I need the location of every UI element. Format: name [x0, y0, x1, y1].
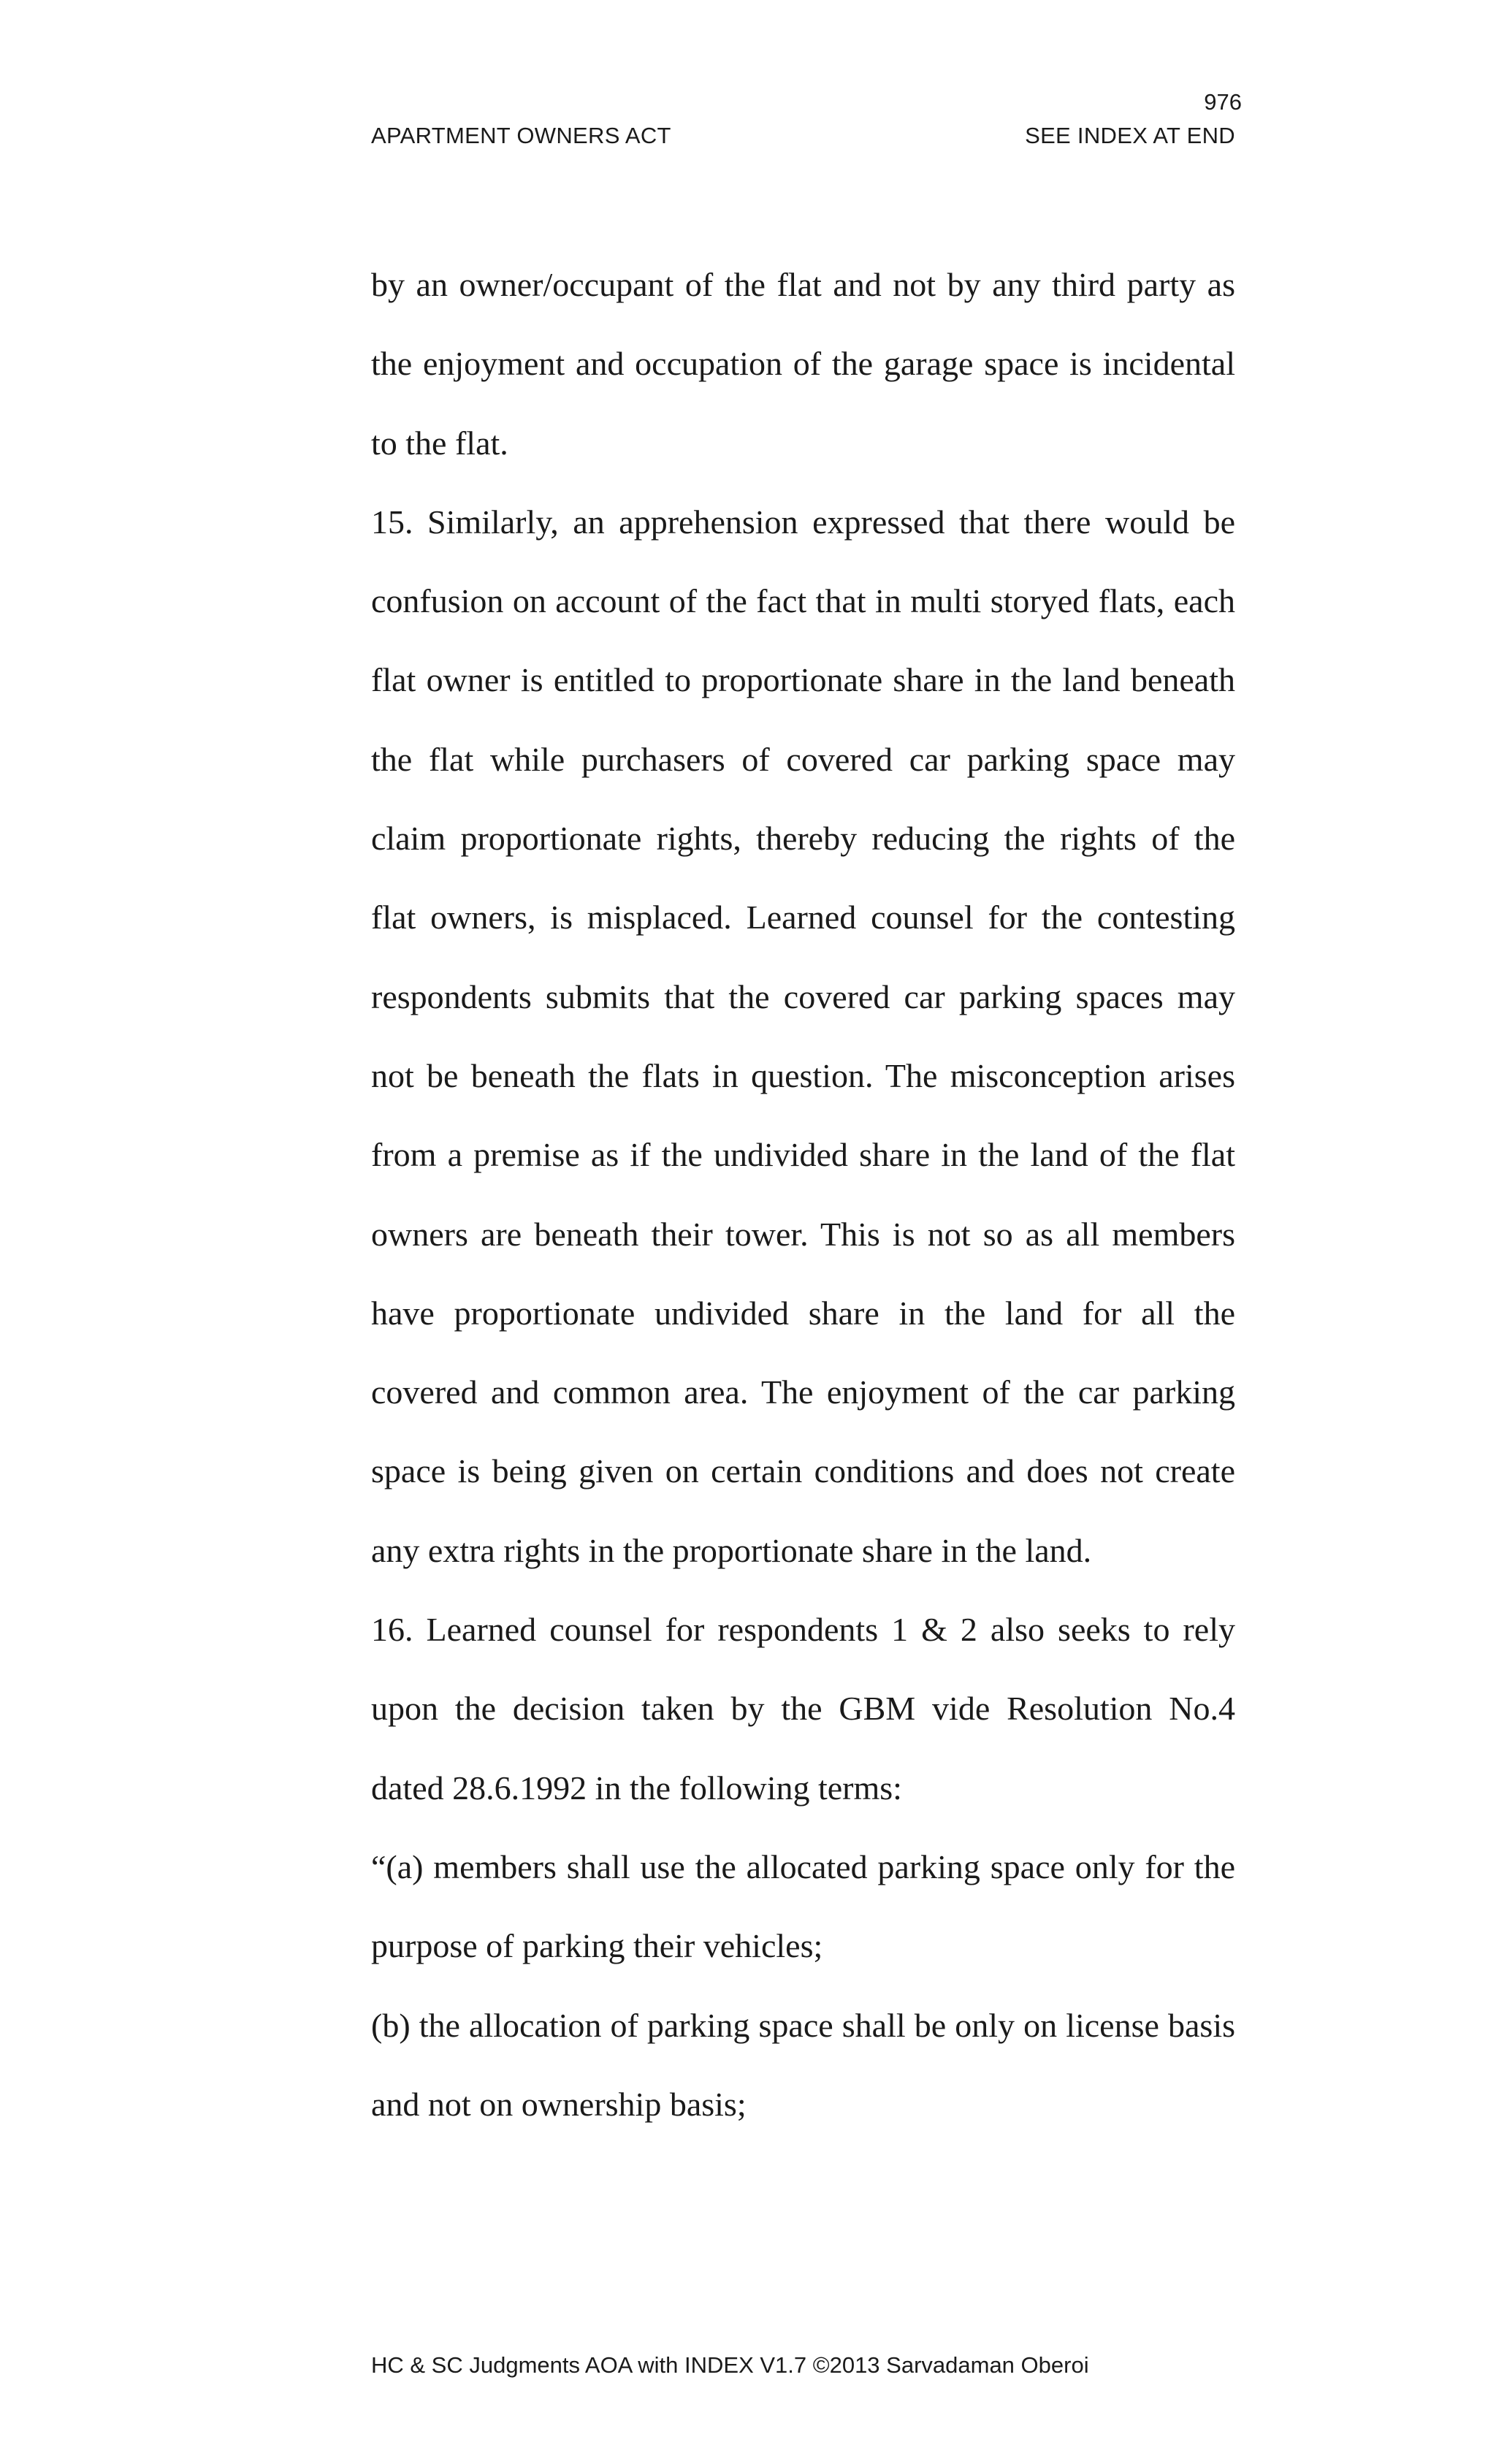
document-body: [371, 245, 1235, 2144]
paragraph-16: 16. Learned counsel for respondents 1 & 2 also seeks to rely upon the decision taken by the GBM vide Resolution No.4 dated 28.6.1992 in the following terms:: [371, 1611, 1235, 1807]
page-number: 976: [1204, 89, 1242, 115]
paragraph-15: 15. Similarly, an apprehension expressed that there would be confusion on account of the fact that in multi storyed flats, each flat owner is entitled to proportionate share in the land beneath the flat while purchasers of covered car parking space may claim proportionate rights, thereby reducing the rights of the flat owners, is misplaced. Learned counsel for the contesting respondents submits that the covered car parking spaces may not be beneath the flats in question. The misconception arises from a premise as if the undivided share in the land of the flat owners are beneath their tower. This is not so as all members have proportionate undivided share in the land for all the covered and common area. The enjoyment of the car parking space is being given on certain conditions and does not create any extra rights in the proportionate share in the land.: [371, 503, 1235, 1569]
footer-copyright: HC & SC Judgments AOA with INDEX V1.7 ©2013 Sarvadaman Oberoi: [371, 2352, 1089, 2378]
header-index-note: SEE INDEX AT END: [1025, 123, 1235, 148]
paragraph-continuation: by an owner/occupant of the flat and not by any third party as the enjoyment and occupation of the garage space is incidental to the flat.: [371, 266, 1235, 462]
resolution-clause-a: “(a) members shall use the allocated parking space only for the purpose of parking their vehicles;: [371, 1847, 1235, 1965]
resolution-clause-b: (b) the allocation of parking space shall be only on license basis and not on ownership basis;: [371, 2006, 1235, 2123]
header-title: APARTMENT OWNERS ACT: [371, 123, 671, 148]
running-header: [371, 123, 1235, 149]
